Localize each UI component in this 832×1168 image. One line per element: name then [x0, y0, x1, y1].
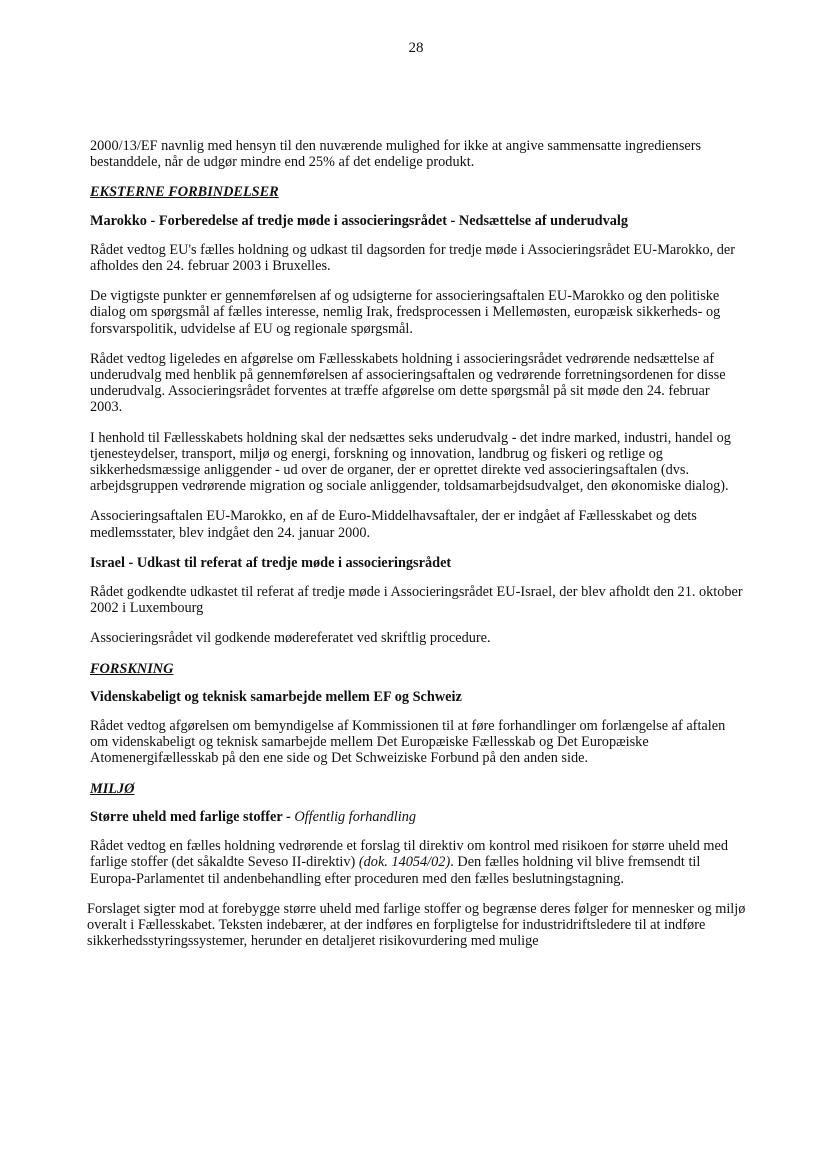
paragraph-seveso-common-position	[90, 838, 744, 887]
paragraph-morocco-subcommittees: Rådet vedtog ligeledes en afgørelse om Fællesskabets holdning i associeringsrådet vedrørende nedsættelse af underudvalg med henblik på gennemførelsen af associeringsaftalen og vedrørende forretningsordenen for disse underudvalg. Associeringsrådet forventes at træffe afgørelse om dette spørgsmål på sit møde den 24. februar 2003.	[90, 350, 726, 416]
subheading-switzerland: Videnskabeligt og teknisk samarbejde mellem EF og Schweiz	[90, 688, 462, 705]
public-deliberation-note: Offentlig forhandling	[294, 808, 417, 825]
paragraph-seveso-purpose: Forslaget sigter mod at forebygge større uheld med farlige stoffer og begrænse deres følger for mennesker og miljø overalt i Fællesskabet. Teksten indebærer, at der indføres en forpligtelse for industridriftsledere til at indføre sikkerhedsstyringssystemer, herunder en detaljeret risikovurdering med mulige	[87, 900, 746, 950]
doc-reference: (dok. 14054/02)	[358, 854, 451, 871]
paragraph-directive-note: 2000/13/EF navnlig med hensyn til den nuværende mulighed for ikke at angive sammensatte ingrediensers bestanddele, når de udgør mindre end 25% af det endelige produkt.	[90, 138, 702, 171]
paragraph-morocco-agreement: Associeringsaftalen EU-Marokko, en af de Euro-Middelhavsaftaler, der er indgået af Fællesskabet og dets medlemsstater, blev indgået den 24. januar 2000.	[90, 508, 697, 541]
paragraph-morocco-six-subcommittees: I henhold til Fællesskabets holdning skal der nedsættes seks underudvalg - det indre marked, industri, handel og tjenesteydelser, transport, miljø og energi, forskning og innovation, landbrug og fiskeri og retlige og sikkerhedsmæssige anliggender - ud over de organer, der er oprettet direkte ved associeringsaftalen (dvs. arbejdsgruppen vedrørende migration og sociale anliggender, toldsamarbejdsudvalget, den økonomiske dialog).	[90, 429, 731, 495]
document-body	[87, 138, 746, 963]
paragraph-switzerland-cooperation: Rådet vedtog afgørelsen om bemyndigelse af Kommissionen til at føre forhandlinger om forlængelse af aftalen om videnskabeligt og teknisk samarbejde mellem Det Europæiske Fællesskab og Det Europæiske Atomenergifællesskab på den ene side og Det Schweiziske Forbund på den anden side.	[90, 718, 726, 767]
subheading-seveso-title: Større uheld med farlige stoffer -	[90, 808, 295, 825]
section-heading-external-relations: EKSTERNE FORBINDELSER	[90, 184, 279, 201]
section-heading-environment: MILJØ	[90, 780, 135, 797]
paragraph-morocco-main-points: De vigtigste punkter er gennemførelsen af og udsigterne for associeringsaftalen EU-Marokko og den politiske dialog om spørgsmål af fælles interesse, nemlig Irak, fredsprocessen i Mellemøsten, europæisk sikkerheds- og forsvarspolitik, udvidelse af EU og regionale spørgsmål.	[90, 288, 721, 337]
page-number: 28	[408, 40, 424, 56]
section-heading-research: FORSKNING	[90, 660, 174, 677]
seveso-text: Rådet vedtog en fælles holdning vedrørende et forslag til direktiv om kontrol med risikoen for større uheld med farlige stoffer (det såkaldte Seveso II-direktiv)	[90, 838, 729, 871]
subheading-israel: Israel - Udkast til referat af tredje møde i associeringsrådet	[90, 554, 452, 571]
paragraph-israel-minutes: Rådet godkendte udkastet til referat af tredje møde i Associeringsrådet EU-Israel, der blev afholdt den 21. oktober 2002 i Luxembourg	[90, 584, 743, 617]
seveso-text-tail: . Den fælles holdning vil blive fremsendt til Europa-Parlamentet til andenbehandling efter proceduren med den fælles beslutningstagning.	[90, 854, 701, 887]
subheading-morocco: Marokko - Forberedelse af tredje møde i associeringsrådet - Nedsættelse af underudvalg	[90, 212, 629, 229]
paragraph-morocco-agenda: Rådet vedtog EU's fælles holdning og udkast til dagsorden for tredje møde i Associeringsrådet EU-Marokko, der afholdes den 24. februar 2003 i Bruxelles.	[90, 241, 736, 275]
paragraph-israel-procedure: Associeringsrådet vil godkende mødereferatet ved skriftlig procedure.	[90, 630, 491, 647]
subheading-seveso	[90, 809, 744, 825]
